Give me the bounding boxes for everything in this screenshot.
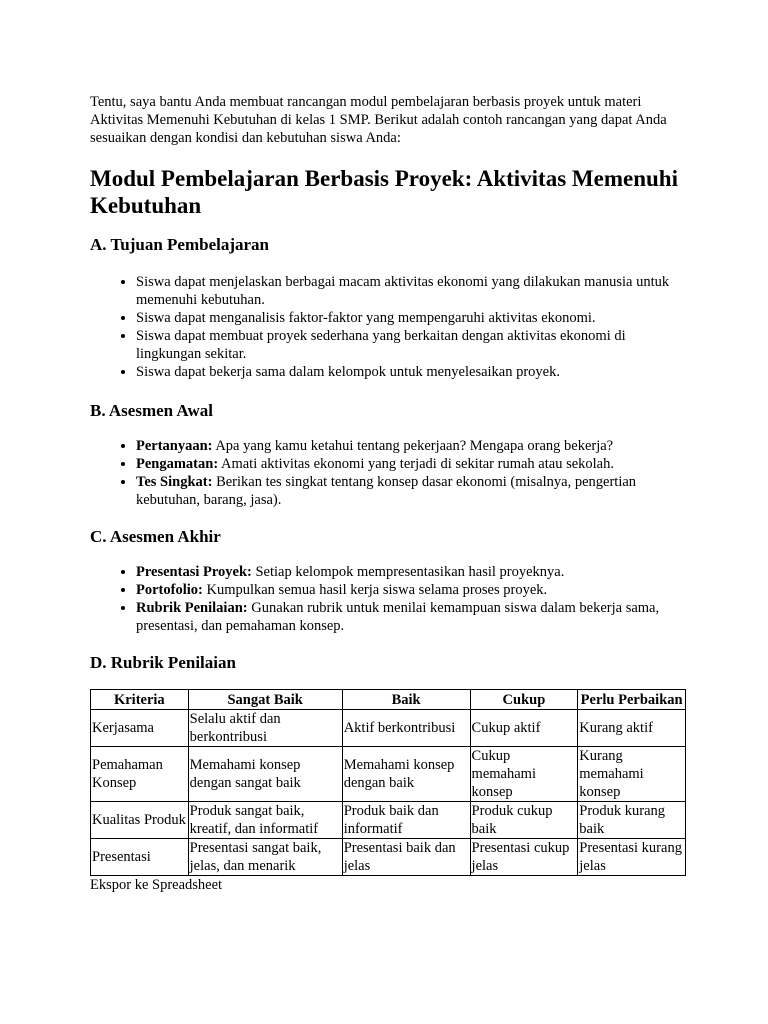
- column-header: Cukup: [470, 690, 578, 710]
- item-label: Pertanyaan:: [136, 438, 213, 454]
- item-text: Apa yang kamu ketahui tentang pekerjaan? Mengapa orang bekerja?: [212, 438, 614, 454]
- table-cell: Cukup aktif: [470, 710, 578, 747]
- table-cell: Kurang memahami konsep: [578, 747, 686, 802]
- list-item: [136, 563, 690, 581]
- intro-paragraph: Tentu, saya bantu Anda membuat rancangan modul pembelajaran berbasis proyek untuk materi Aktivitas Memenuhi Kebutuhan di kelas 1 SMP. Berikut adalah contoh rancangan yang dapat Anda sesuaikan dengan kondisi dan kebutuhan siswa Anda:: [90, 94, 667, 146]
- section-b-heading: B. Asesmen Awal: [90, 401, 213, 420]
- item-label: Portofolio:: [136, 582, 203, 598]
- section-b-list: [90, 437, 690, 509]
- table-row: [91, 747, 686, 802]
- list-item: [136, 473, 690, 509]
- table-cell: Presentasi: [91, 839, 189, 876]
- document-page: [90, 93, 690, 894]
- table-cell: Produk baik dan informatif: [342, 802, 470, 839]
- table-row: [91, 802, 686, 839]
- list-item: [136, 599, 690, 635]
- table-cell: Aktif berkontribusi: [342, 710, 470, 747]
- section-c-heading: C. Asesmen Akhir: [90, 527, 221, 546]
- table-cell: Presentasi cukup jelas: [470, 839, 578, 876]
- export-to-spreadsheet-link[interactable]: Ekspor ke Spreadsheet: [90, 877, 223, 893]
- item-text: Gunakan rubrik untuk menilai kemampuan siswa dalam bekerja sama, presentasi, dan pemahaman konsep.: [136, 600, 660, 634]
- table-cell: Memahami konsep dengan baik: [342, 747, 470, 802]
- list-item: [136, 455, 690, 473]
- table-cell: Cukup memahami konsep: [470, 747, 578, 802]
- table-cell: Produk cukup baik: [470, 802, 578, 839]
- item-text: Kumpulkan semua hasil kerja siswa selama proses proyek.: [202, 582, 548, 598]
- table-cell: Kerjasama: [91, 710, 189, 747]
- table-header-row: [91, 690, 686, 710]
- table-cell: Memahami konsep dengan sangat baik: [188, 747, 342, 802]
- column-header: Perlu Perbaikan: [578, 690, 686, 710]
- module-title: Modul Pembelajaran Berbasis Proyek: Aktivitas Memenuhi Kebutuhan: [90, 166, 678, 218]
- item-text: Setiap kelompok mempresentasikan hasil proyeknya.: [251, 564, 565, 580]
- table-cell: Produk sangat baik, kreatif, dan informatif: [188, 802, 342, 839]
- list-item: [136, 437, 690, 455]
- table-cell: Presentasi sangat baik, jelas, dan menarik: [188, 839, 342, 876]
- list-item: • Siswa dapat membuat proyek sederhana yang berkaitan dengan aktivitas ekonomi di lingkungan sekitar.: [136, 327, 690, 363]
- table-row: [91, 710, 686, 747]
- table-row: [91, 839, 686, 876]
- rubric-table: [90, 689, 686, 876]
- item-label: Tes Singkat:: [136, 474, 213, 490]
- item-text: Amati aktivitas ekonomi yang terjadi di sekitar rumah atau sekolah.: [218, 456, 614, 472]
- item-label: Rubrik Penilaian:: [136, 600, 248, 616]
- item-text: Berikan tes singkat tentang konsep dasar ekonomi (misalnya, pengertian kebutuhan, barang, jasa).: [136, 474, 637, 508]
- table-cell: Presentasi baik dan jelas: [342, 839, 470, 876]
- section-d-heading: D. Rubrik Penilaian: [90, 653, 236, 672]
- table-cell: Presentasi kurang jelas: [578, 839, 686, 876]
- table-cell: Kualitas Produk: [91, 802, 189, 839]
- table-cell: Produk kurang baik: [578, 802, 686, 839]
- column-header: Baik: [342, 690, 470, 710]
- list-item: [136, 581, 690, 599]
- column-header: Kriteria: [91, 690, 189, 710]
- table-cell: Selalu aktif dan berkontribusi: [188, 710, 342, 747]
- column-header: Sangat Baik: [188, 690, 342, 710]
- section-a-list: [90, 273, 690, 381]
- list-item: • Siswa dapat bekerja sama dalam kelompok untuk menyelesaikan proyek.: [136, 363, 690, 381]
- section-c-list: [90, 563, 690, 635]
- item-label: Pengamatan:: [136, 456, 219, 472]
- list-item: • Siswa dapat menjelaskan berbagai macam aktivitas ekonomi yang dilakukan manusia untuk memenuhi kebutuhan.: [136, 273, 690, 309]
- table-cell: Pemahaman Konsep: [91, 747, 189, 802]
- section-a-heading: A. Tujuan Pembelajaran: [90, 235, 269, 254]
- table-cell: Kurang aktif: [578, 710, 686, 747]
- item-label: Presentasi Proyek:: [136, 564, 252, 580]
- list-item: • Siswa dapat menganalisis faktor-faktor yang mempengaruhi aktivitas ekonomi.: [136, 309, 690, 327]
